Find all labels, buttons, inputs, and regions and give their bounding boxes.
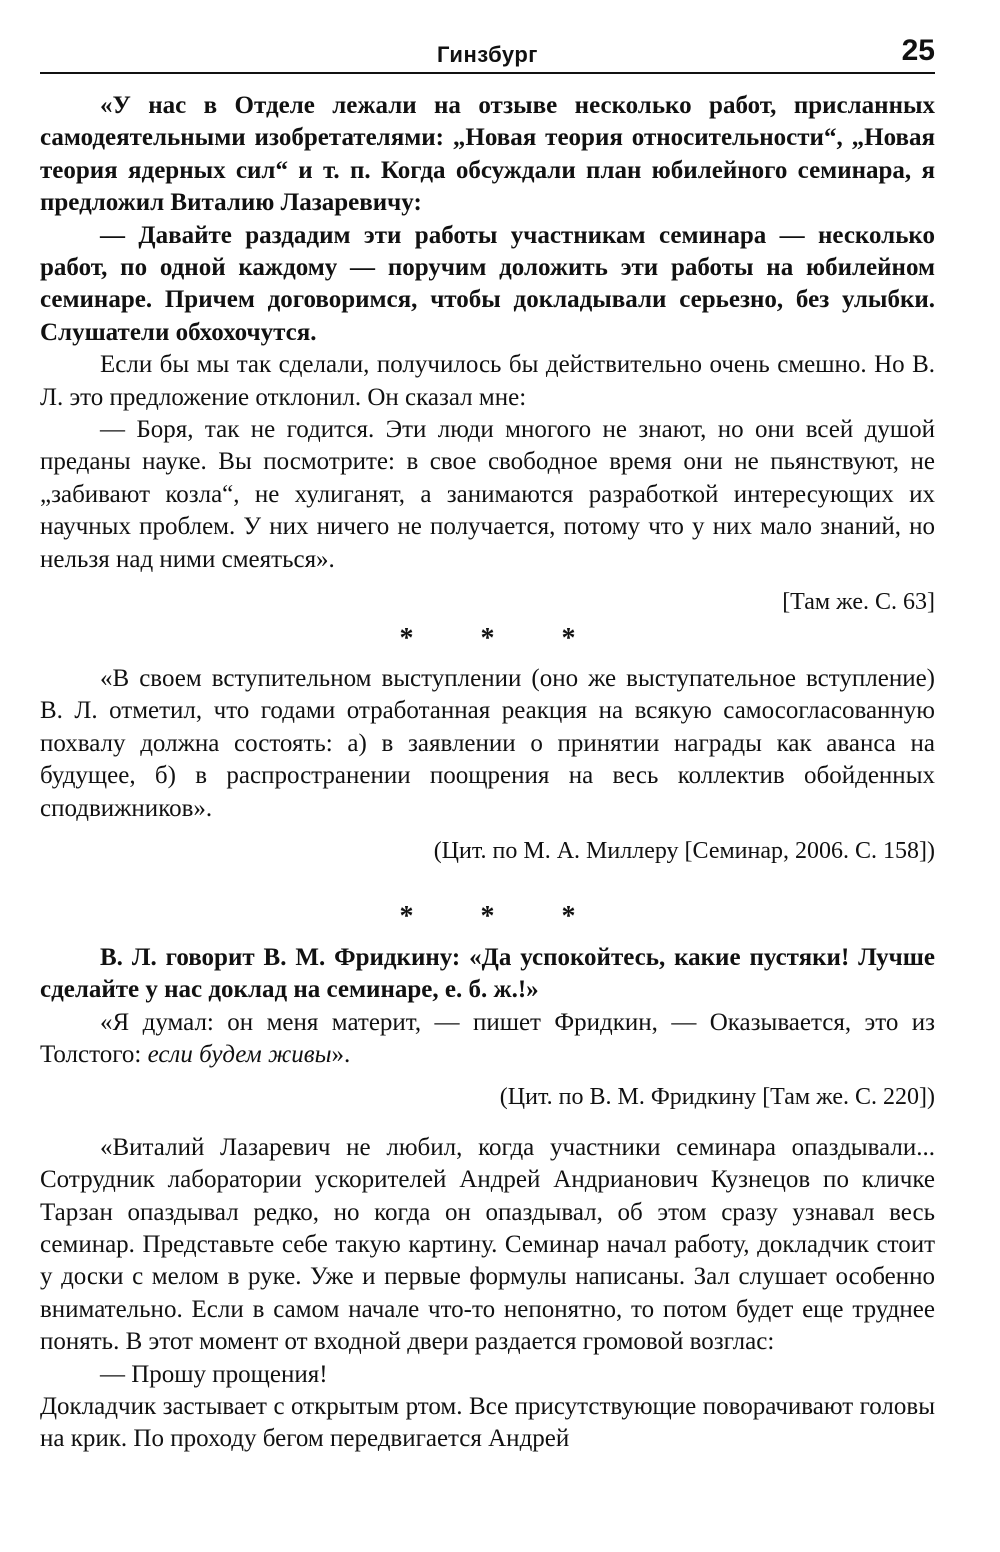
paragraph-10: Докладчик застывает с открытым ртом. Все присутствующие поворачивают головы на крик. По проходу бегом передвигается Андрей bbox=[40, 1393, 935, 1453]
section-divider-2: * * * bbox=[399, 901, 606, 933]
section-divider-1: * * * bbox=[399, 622, 606, 654]
running-header bbox=[40, 28, 935, 74]
source-citation-3: (Цит. по В. М. Фридкину [Там же. С. 220]) bbox=[499, 1084, 935, 1111]
paragraph-7-start: «Я думал: он меня материт, — пишет Фридкин, — Оказывается, это из Толстого: bbox=[40, 1008, 935, 1068]
spacer bbox=[40, 1118, 935, 1132]
page-number: 25 bbox=[901, 34, 935, 67]
paragraph-5: «В своем вступительном выступлении (оно же выступательное вступление) В. Л. отметил, что годами отработанная реакция на всякую самосогласованную похвалу должна состоять: а) в заявлении о принятии награды как аванса на будущее, б) в распространении поощрения на весь коллектив обойденных сподвижников». bbox=[40, 664, 935, 822]
paragraph-9: — Прошу прощения! bbox=[100, 1360, 328, 1388]
running-title: Гинзбург bbox=[437, 42, 538, 67]
paragraph-1: «У нас в Отделе лежали на отзыве несколько работ, присланных самодеятельными изобретателями: „Новая теория относительности“, „Новая теория ядерных сил“ и т. п. Когда обсуждали план юбилейного семинара, я предложил Виталию Лазаревичу: bbox=[40, 92, 935, 217]
source-citation-2: (Цит. по М. А. Миллеру [Семинар, 2006. С. 158]) bbox=[433, 837, 935, 864]
paragraph-7 bbox=[40, 1007, 935, 1072]
source-citation-1: [Там же. С. 63] bbox=[782, 589, 935, 616]
paragraph-2: — Давайте раздадим эти работы участникам семинара — несколько работ, по одной каждому — поручим доложить эти работы на юбилейном семинаре. Причем договоримся, чтобы докладывали серьезно, без улыбки. Слушатели обхохочутся. bbox=[40, 221, 935, 346]
paragraph-6: В. Л. говорит В. М. Фридкину: «Да успокойтесь, какие пустяки! Лучше сделайте у нас доклад на семинаре, е. б. ж.!» bbox=[40, 943, 935, 1004]
paragraph-7-italic: если будем живы bbox=[147, 1040, 332, 1068]
body-text bbox=[40, 90, 935, 1456]
book-page bbox=[40, 28, 935, 1456]
paragraph-4: — Боря, так не годится. Эти люди многого не знают, но они всей душой преданы науке. Вы посмотрите: в свое свободное время они не пьянствуют, не „забивают козла“, не хулиганят, а занимаются разработкой интересующих их научных проблем. У них ничего не получается, потому что у них мало знаний, но нельзя над ними смеяться». bbox=[40, 416, 935, 573]
paragraph-7-end: ». bbox=[331, 1040, 351, 1068]
paragraph-3: Если бы мы так сделали, получилось бы действительно очень смешно. Но В. Л. это предложение отклонил. Он сказал мне: bbox=[40, 351, 935, 411]
paragraph-8: «Виталий Лазаревич не любил, когда участники семинара опаздывали... Сотрудник лаборатории ускорителей Андрей Андрианович Кузнецов по кличке Тарзан опаздывал редко, но когда он опаздывал, об этом сразу узнавал весь семинар. Представьте себе такую картину. Семинар начал работу, докладчик стоит у доски с мелом в руке. Уже и первые формулы написаны. Зал слушает особенно внимательно. Если в самом начале что-то непонятно, то потом будет еще труднее понять. В этот момент от входной двери раздается громовой возглас: bbox=[40, 1133, 935, 1356]
